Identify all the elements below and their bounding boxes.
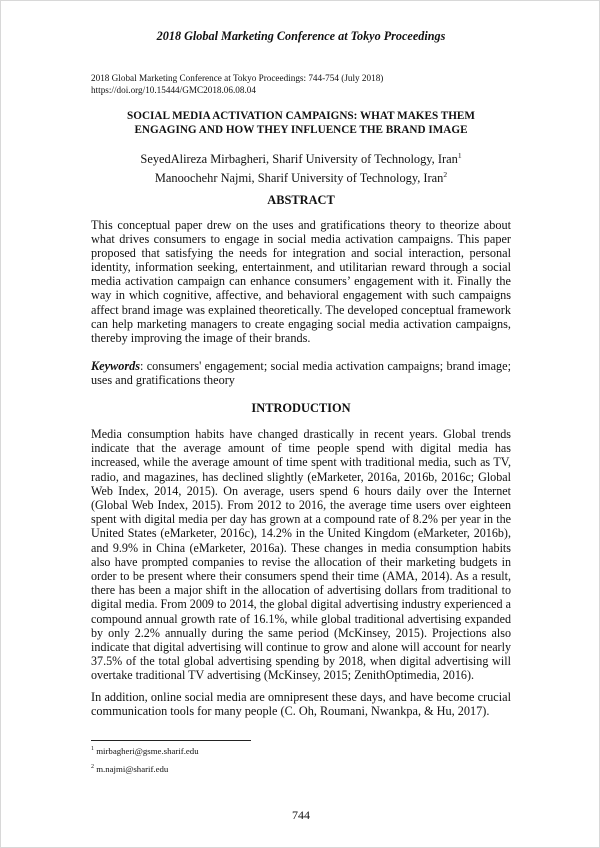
keywords <box>91 359 511 387</box>
footnote-mark: 1 <box>91 746 94 753</box>
keywords-label: Keywords <box>91 359 140 373</box>
footnote-email[interactable]: mirbagheri@gsme.sharif.edu <box>96 746 199 756</box>
abstract-body: This conceptual paper drew on the uses and gratifications theory to theorize about what drives consumers to engage in social media activation campaigns. This paper proposed that satisfying the needs for integration and social interaction, personal identity, information seeking, entertainment, and utilitarian reward through a social media activation campaign can enhance consumers’ engagement with it. Finally the way in which cognitive, affective, and behavioral engagement with such campaigns affect brand image was explained theoretically. The developed conceptual framework can help marketing managers to create engaging social media activation campaigns, thereby improving the image of their brands. <box>91 218 511 345</box>
footnote <box>91 764 168 774</box>
author-name: SeyedAlireza Mirbagheri, Sharif University of Technology, Iran <box>140 152 458 167</box>
citation-block <box>91 73 383 96</box>
keywords-separator: : <box>140 359 147 373</box>
author-footnote-mark: 2 <box>443 170 448 180</box>
introduction-paragraph: Media consumption habits have changed drastically in recent years. Global trends indicate that the average amount of time people spend with digital media has increased, while the average amount of time spent with traditional media, such as TV, radio, and magazines, has declined slightly (eMarketer, 2016a, 2016b, 2016c; Global Web Index, 2014, 2015). On average, users spend 6 hours daily over the Internet (Global Web Index, 2015). From 2012 to 2016, the average time users over eighteen spent with digital media per day has grown at a compound rate of 8.2% per year in the United States (eMarketer, 2016c), 14.2% in the United Kingdom (eMarketer, 2016b), and 9.9% in China (eMarketer, 2016a). These changes in media consumption habits also have prompted companies to revise the allocation of their marketing budgets in order to be present where their consumers spend their time (AMA, 2014). As a result, there has been a major shift in the allocation of advertising dollars from traditional to digital media. From 2009 to 2014, the global digital advertising industry experienced a compound annual growth rate of 16.1%, while global traditional advertising expanded by only 2.2% annually during the same period (McKinsey, 2015). Projections also indicate that digital advertising will continue to grow and alone will account for nearly 37.5% of the total global advertising spending by 2018, when digital advertising will overtake traditional TV advertising (McKinsey, 2015; ZenithOptimedia, 2016). <box>91 427 511 683</box>
footnote-divider <box>91 740 251 741</box>
keywords-text: consumers' engagement; social media activation campaigns; brand image; uses and gratifications theory <box>91 359 511 388</box>
footnote-email[interactable]: m.najmi@sharif.edu <box>96 764 169 774</box>
title-line: ENGAGING AND HOW THEY INFLUENCE THE BRAND IMAGE <box>134 123 468 136</box>
page-number: 744 <box>292 808 310 822</box>
abstract-heading: ABSTRACT <box>267 193 335 207</box>
footnote-mark: 2 <box>91 764 94 771</box>
authors-block <box>71 148 531 186</box>
footnote <box>91 746 199 756</box>
running-header: 2018 Global Marketing Conference at Tokyo Proceedings <box>156 29 446 43</box>
author-line <box>71 167 531 186</box>
citation-line: 2018 Global Marketing Conference at Tokyo Proceedings: 744-754 (July 2018) <box>91 73 384 83</box>
introduction-heading: INTRODUCTION <box>251 401 351 415</box>
introduction-paragraph: In addition, online social media are omnipresent these days, and have become crucial communication tools for many people (C. Oh, Roumani, Nwankpa, & Hu, 2017). <box>91 690 511 719</box>
doi-link[interactable]: https://doi.org/10.15444/GMC2018.06.08.04 <box>91 84 256 95</box>
author-line <box>71 148 531 167</box>
title-line: SOCIAL MEDIA ACTIVATION CAMPAIGNS: WHAT MAKES THEM <box>127 110 475 122</box>
author-name: Manoochehr Najmi, Sharif University of Technology, Iran <box>154 171 444 186</box>
author-footnote-mark: 1 <box>457 151 462 160</box>
paper-title <box>71 110 531 137</box>
